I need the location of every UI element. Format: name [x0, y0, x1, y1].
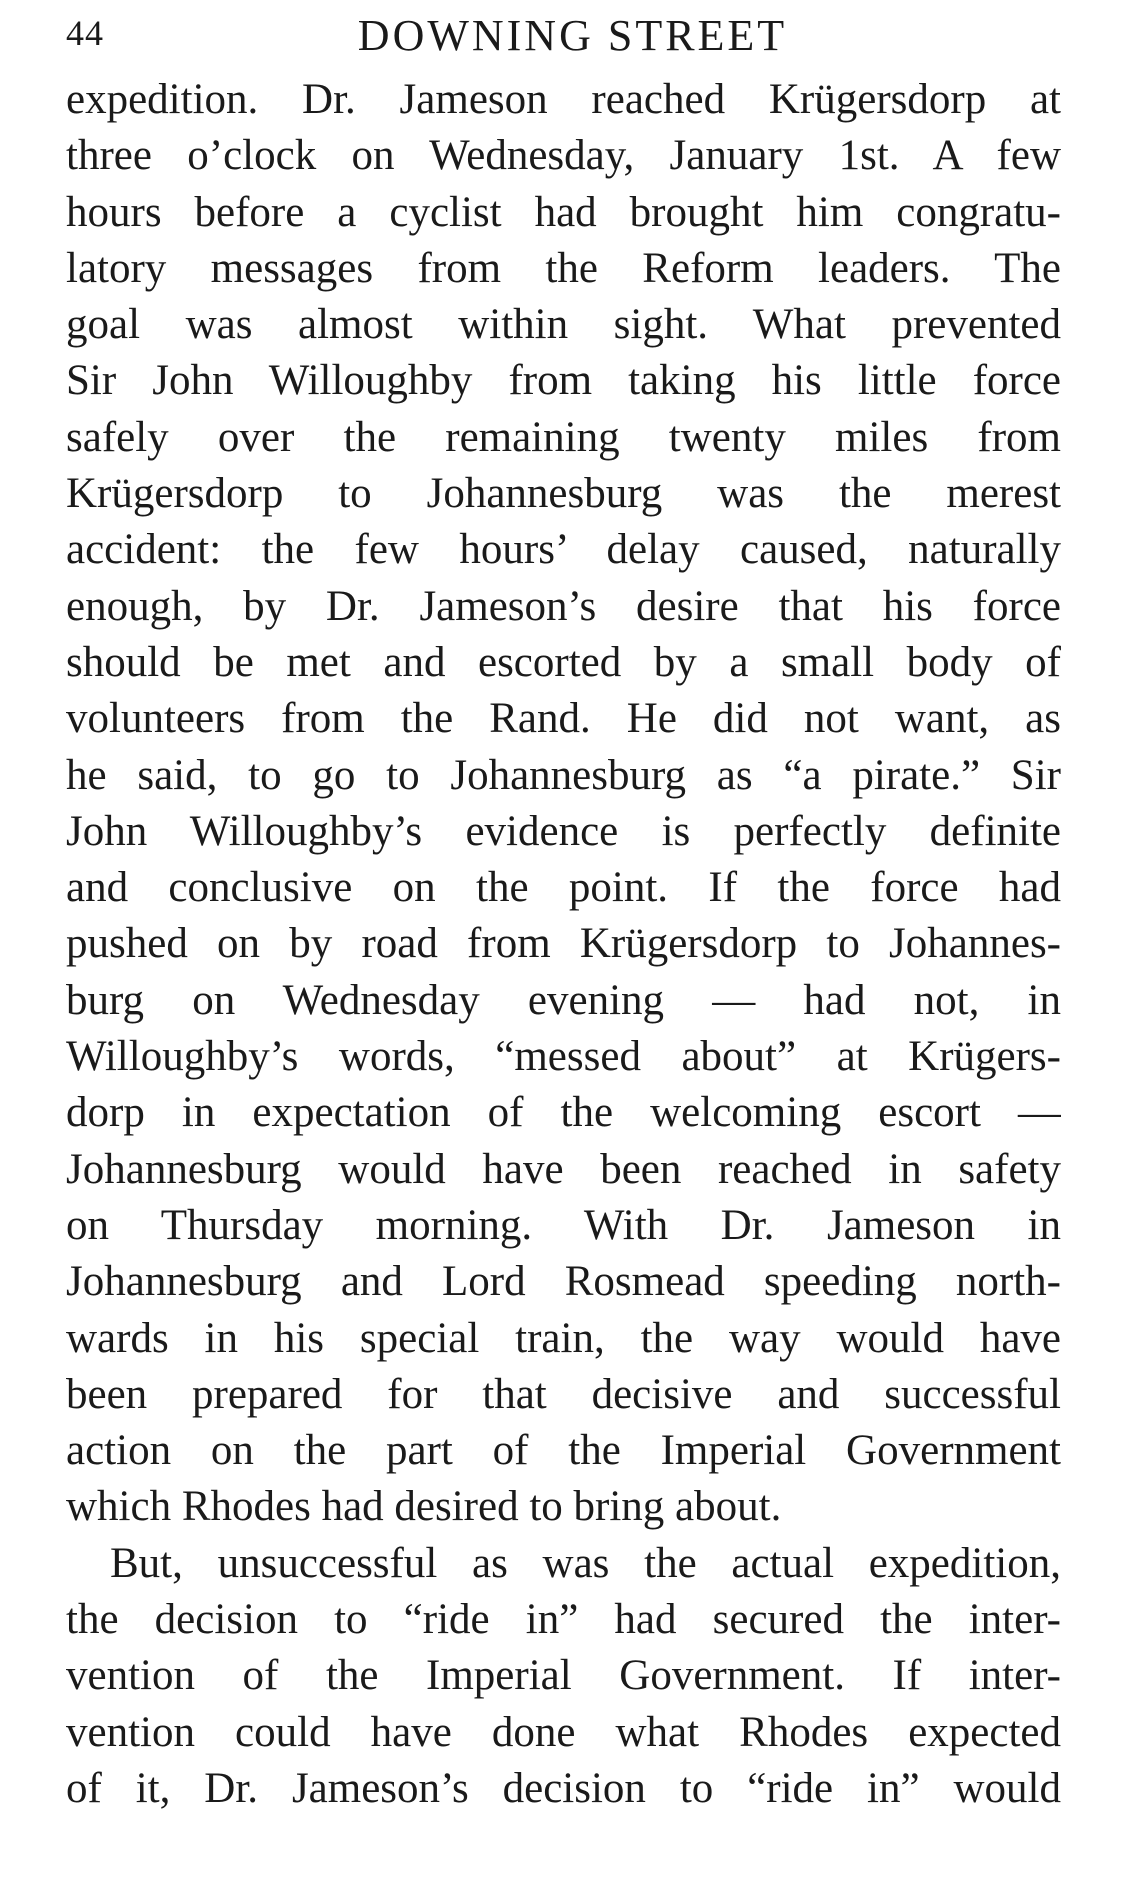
- text-line: been prepared for that decisive and successful: [66, 1370, 1061, 1418]
- body-text: [66, 72, 1061, 1817]
- text-line: on Thursday morning. With Dr. Jameson in: [66, 1201, 1061, 1249]
- text-line: burg on Wednesday evening — had not, in: [66, 976, 1061, 1024]
- text-line: vention of the Imperial Government. If inter-: [66, 1652, 1061, 1700]
- text-line: should be met and escorted by a small body of: [66, 638, 1061, 686]
- text-line: Johannesburg would have been reached in safety: [66, 1145, 1061, 1193]
- text-line: Willoughby’s words, “messed about” at Krügers-: [66, 1033, 1061, 1081]
- text-line: Sir John Willoughby from taking his little force: [66, 357, 1061, 405]
- text-line: expedition. Dr. Jameson reached Krügersdorp at: [66, 76, 1061, 123]
- text-line: hours before a cyclist had brought him congratu-: [66, 188, 1061, 236]
- text-line: three o’clock on Wednesday, January 1st. A few: [66, 132, 1061, 180]
- text-line: and conclusive on the point. If the force had: [66, 864, 1061, 912]
- text-line: the decision to “ride in” had secured the inter-: [66, 1596, 1061, 1644]
- paragraph-2: [66, 1536, 1061, 1817]
- text-line: volunteers from the Rand. He did not want, as: [66, 695, 1061, 743]
- text-line: But, unsuccessful as was the actual expedition,: [110, 1539, 1061, 1587]
- running-head: [66, 10, 1061, 60]
- text-line: safely over the remaining twenty miles from: [66, 413, 1061, 461]
- page-number: 44: [66, 13, 104, 53]
- text-line: Johannesburg and Lord Rosmead speeding north-: [66, 1258, 1061, 1306]
- text-line: Krügersdorp to Johannesburg was the merest: [66, 470, 1061, 518]
- paragraph-1: [66, 72, 1061, 1536]
- text-line: action on the part of the Imperial Government: [66, 1427, 1061, 1475]
- text-line: accident: the few hours’ delay caused, naturally: [66, 526, 1061, 574]
- text-line: latory messages from the Reform leaders. The: [66, 244, 1061, 292]
- text-line: goal was almost within sight. What prevented: [66, 301, 1061, 349]
- text-line: John Willoughby’s evidence is perfectly definite: [66, 807, 1061, 855]
- text-line: of it, Dr. Jameson’s decision to “ride in” would: [66, 1764, 1061, 1812]
- text-line: he said, to go to Johannesburg as “a pirate.” Sir: [66, 751, 1061, 799]
- running-title: DOWNING STREET: [357, 11, 788, 60]
- text-line: pushed on by road from Krügersdorp to Johannes-: [66, 920, 1061, 968]
- text-line: which Rhodes had desired to bring about.: [66, 1483, 782, 1531]
- text-line: dorp in expectation of the welcoming escort —: [66, 1089, 1061, 1137]
- text-line: wards in his special train, the way would have: [66, 1314, 1061, 1362]
- text-line: vention could have done what Rhodes expected: [66, 1708, 1061, 1756]
- text-line: enough, by Dr. Jameson’s desire that his force: [66, 582, 1061, 630]
